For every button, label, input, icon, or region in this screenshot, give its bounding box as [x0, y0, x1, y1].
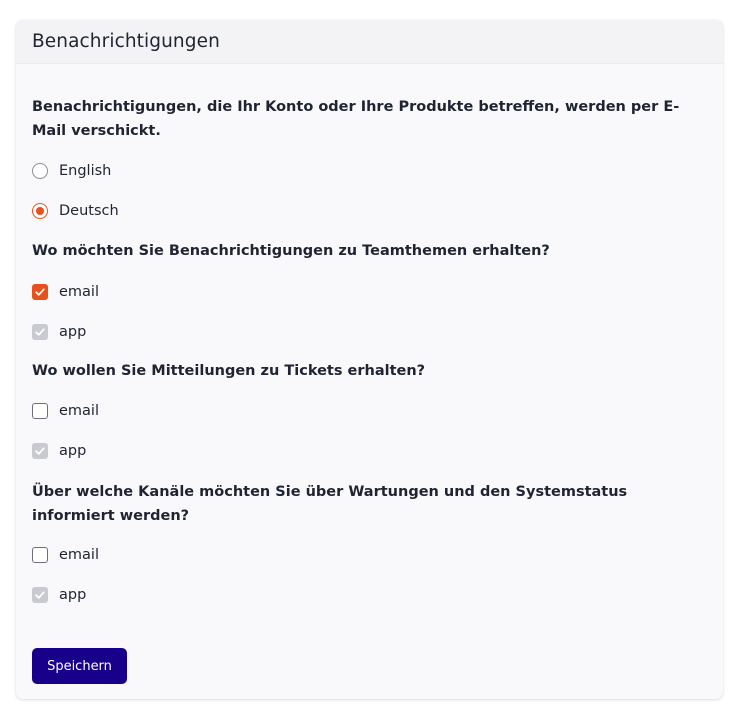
team-topics-email-checkbox[interactable] [32, 284, 48, 300]
tickets-app-checkbox [32, 443, 48, 459]
save-button[interactable]: Speichern [32, 648, 127, 684]
checkmark-icon [34, 589, 46, 601]
radio-label-english: English [59, 163, 112, 179]
radio-option-english[interactable] [32, 161, 111, 181]
team-topics-app-option [32, 322, 86, 342]
team-topics-question: Wo möchten Sie Benachrichtigungen zu Teamthemen erhalten? [32, 243, 550, 259]
maintenance-question: Über welche Kanäle möchten Sie über Wartungen und den Systemstatus informiert werden? [32, 484, 628, 524]
tickets-app-option [32, 441, 86, 461]
radio-english[interactable] [32, 163, 48, 179]
tickets-question: Wo wollen Sie Mitteilungen zu Tickets erhalten? [32, 363, 426, 379]
maintenance-email-label: email [59, 547, 99, 563]
language-question: Benachrichtigungen, die Ihr Konto oder Ihre Produkte betreffen, werden per E-Mail verschickt. [32, 99, 680, 139]
checkmark-icon [34, 326, 46, 338]
team-topics-app-checkbox [32, 324, 48, 340]
tickets-email-checkbox[interactable] [32, 403, 48, 419]
team-topics-email-option[interactable] [32, 282, 99, 302]
tickets-app-label: app [59, 443, 87, 459]
radio-label-deutsch: Deutsch [59, 203, 119, 219]
checkmark-icon [34, 445, 46, 457]
page-title: Benachrichtigungen [32, 31, 220, 52]
maintenance-email-option[interactable] [32, 545, 99, 565]
radio-option-deutsch[interactable] [32, 201, 119, 221]
team-topics-email-label: email [59, 284, 99, 300]
maintenance-app-option [32, 585, 86, 605]
checkmark-icon [34, 286, 46, 298]
maintenance-app-label: app [59, 587, 87, 603]
tickets-email-option[interactable] [32, 401, 99, 421]
card-header [16, 20, 723, 64]
maintenance-app-checkbox [32, 587, 48, 603]
radio-deutsch[interactable] [32, 203, 48, 219]
team-topics-app-label: app [59, 324, 87, 340]
notifications-card [16, 20, 723, 699]
tickets-email-label: email [59, 403, 99, 419]
maintenance-email-checkbox[interactable] [32, 547, 48, 563]
